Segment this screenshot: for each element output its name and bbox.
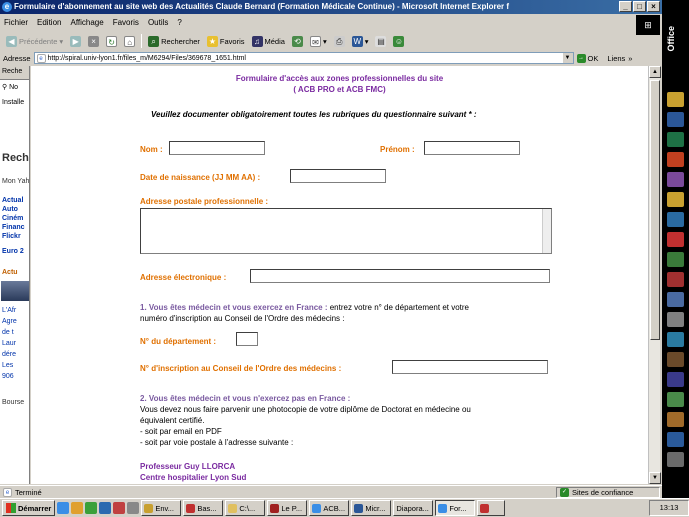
office-app-icon[interactable] bbox=[667, 312, 684, 327]
departement-input[interactable] bbox=[236, 332, 258, 346]
page-icon: e bbox=[37, 54, 46, 63]
taskbar-item[interactable]: Bas... bbox=[183, 500, 223, 516]
news-item[interactable]: 906 bbox=[2, 373, 14, 380]
quicklaunch-icon[interactable] bbox=[127, 502, 139, 514]
office-app-icon[interactable] bbox=[667, 292, 684, 307]
email-input[interactable] bbox=[250, 269, 550, 283]
taskbar-item[interactable]: C:\... bbox=[225, 500, 265, 516]
section2-line1: Vous devez nous faire parvenir une photocopie de votre diplôme de Doctorat en médecine ou bbox=[140, 405, 471, 414]
link-actualites[interactable]: Actual bbox=[2, 197, 24, 204]
menu-outils[interactable]: Outils bbox=[147, 17, 169, 27]
office-app-icon[interactable] bbox=[667, 392, 684, 407]
task-icon bbox=[186, 504, 195, 513]
quicklaunch-icon[interactable] bbox=[85, 502, 97, 514]
prenom-label: Prénom : bbox=[380, 145, 415, 154]
forward-button[interactable] bbox=[68, 35, 83, 48]
search-pane-header: Reche bbox=[0, 66, 29, 80]
quicklaunch-icon[interactable] bbox=[99, 502, 111, 514]
search-heading: Rech bbox=[2, 152, 29, 164]
back-arrow-icon: ◀ bbox=[6, 36, 17, 47]
quicklaunch-icon[interactable] bbox=[71, 502, 83, 514]
menu-help[interactable]: ? bbox=[177, 17, 182, 27]
actu-heading: Actu bbox=[2, 269, 18, 276]
scroll-down-icon[interactable]: ▼ bbox=[649, 472, 661, 484]
departement-label: N° du département : bbox=[140, 337, 217, 346]
taskbar-item[interactable]: Env... bbox=[141, 500, 181, 516]
taskbar bbox=[0, 498, 689, 517]
task-icon bbox=[354, 504, 363, 513]
link-flickr[interactable]: Flickr bbox=[2, 233, 21, 240]
task-icon bbox=[228, 504, 237, 513]
task-icon bbox=[438, 504, 447, 513]
mail-button[interactable]: ✉ ▾ bbox=[308, 35, 329, 48]
news-item[interactable]: Agre bbox=[2, 318, 17, 325]
form-intro: Veuillez documenter obligatoirement toutes les rubriques du questionnaire suivant * : bbox=[151, 110, 477, 119]
taskbar-item[interactable]: Diapora... bbox=[393, 500, 433, 516]
search-icon: ⌕ bbox=[148, 36, 159, 47]
section2-line2: équivalent certifié. bbox=[140, 416, 205, 425]
media-icon: ♫ bbox=[252, 36, 263, 47]
edit-button[interactable]: W ▾ bbox=[353, 36, 369, 46]
back-button[interactable]: ◀ Précédente ▾ bbox=[4, 35, 65, 48]
windows-logo-icon: ⊞ bbox=[636, 15, 660, 35]
menu-edition[interactable]: Edition bbox=[37, 17, 62, 27]
taskbar-item[interactable]: ACB... bbox=[309, 500, 349, 516]
system-tray-clock[interactable]: 13:13 bbox=[649, 500, 689, 516]
separator bbox=[141, 34, 142, 48]
office-app-icon[interactable] bbox=[667, 92, 684, 107]
search-button[interactable]: ⌕ Rechercher bbox=[146, 35, 202, 48]
minimize-button[interactable]: _ bbox=[619, 1, 632, 12]
install-link[interactable]: Installe bbox=[2, 99, 25, 106]
address-input[interactable]: e http://spiral.univ-lyon1.fr/files_m/M6294/Files/369678_1651.html ▼ bbox=[34, 52, 574, 64]
status-bar bbox=[0, 485, 662, 498]
link-cinema[interactable]: Ciném bbox=[2, 215, 24, 222]
news-item[interactable]: dére bbox=[2, 351, 17, 358]
media-button[interactable]: ♫ Média bbox=[250, 35, 287, 48]
windows-flag-icon bbox=[6, 503, 16, 513]
title-bar bbox=[0, 0, 662, 14]
discuss-icon: ▤ bbox=[377, 36, 385, 46]
section1-title: 1. Vous êtes médecin et vous exercez en France : bbox=[140, 303, 328, 312]
office-shortcut-bar bbox=[662, 0, 689, 498]
office-app-icon[interactable] bbox=[667, 252, 684, 267]
scroll-up-icon[interactable]: ▲ bbox=[649, 66, 661, 78]
address-label: Adresse bbox=[3, 53, 31, 63]
discuss-button[interactable] bbox=[373, 35, 388, 48]
office-app-icon[interactable] bbox=[667, 352, 684, 367]
go-arrow-icon: → bbox=[578, 54, 585, 61]
news-item[interactable]: Laur bbox=[2, 340, 17, 347]
section2-line3: - soit par email en PDF bbox=[140, 427, 222, 436]
print-button[interactable] bbox=[332, 35, 347, 48]
word-icon: W bbox=[353, 36, 361, 46]
refresh-icon: ↻ bbox=[106, 36, 117, 47]
office-app-icon[interactable] bbox=[667, 232, 684, 247]
section1-text2: numéro d'inscription au Conseil de l'Ordre des médecins : bbox=[140, 314, 345, 323]
task-icon bbox=[270, 504, 279, 513]
dob-input[interactable] bbox=[290, 169, 386, 183]
textarea-scrollbar[interactable] bbox=[542, 209, 551, 253]
refresh-button[interactable] bbox=[104, 35, 119, 48]
close-button[interactable]: × bbox=[647, 1, 660, 12]
stop-icon: × bbox=[88, 36, 99, 47]
menu-favoris[interactable]: Favoris bbox=[112, 17, 139, 27]
section2-title: 2. Vous êtes médecin et vous n'exercez pas en France : bbox=[140, 394, 351, 403]
task-icon bbox=[144, 504, 153, 513]
messenger-icon: ☺ bbox=[394, 36, 404, 46]
form-subtitle: ( ACB PRO et ACB FMC) bbox=[293, 85, 386, 94]
prenom-input[interactable] bbox=[424, 141, 520, 155]
printer-icon: ⎙ bbox=[334, 36, 345, 47]
forward-arrow-icon: ▶ bbox=[70, 36, 81, 47]
link-euro[interactable]: Euro 2 bbox=[2, 248, 24, 255]
office-app-icon[interactable] bbox=[667, 432, 684, 447]
status-text: Terminé bbox=[15, 487, 42, 497]
favorites-button[interactable]: ★ Favoris bbox=[208, 36, 245, 46]
inscription-input[interactable] bbox=[392, 360, 548, 374]
history-button[interactable] bbox=[290, 35, 305, 48]
office-app-icon[interactable] bbox=[667, 412, 684, 427]
start-button[interactable]: Démarrer bbox=[2, 500, 55, 516]
office-app-icon[interactable] bbox=[667, 152, 684, 167]
maximize-button[interactable]: □ bbox=[633, 1, 646, 12]
office-app-icon[interactable] bbox=[667, 372, 684, 387]
toolbar bbox=[0, 31, 632, 51]
nom-input[interactable] bbox=[169, 141, 265, 155]
news-photo bbox=[1, 281, 29, 301]
nom-label: Nom : bbox=[140, 145, 163, 154]
office-app-icon[interactable] bbox=[667, 212, 684, 227]
links-chevron-icon[interactable]: » bbox=[628, 53, 633, 63]
taskbar-item-active[interactable]: For... bbox=[435, 500, 475, 516]
scroll-thumb[interactable] bbox=[650, 80, 660, 340]
taskbar-item[interactable] bbox=[477, 500, 505, 516]
link-auto[interactable]: Auto bbox=[2, 206, 18, 213]
office-app-icon[interactable] bbox=[667, 132, 684, 147]
office-app-icon[interactable] bbox=[667, 112, 684, 127]
my-yahoo-link[interactable]: Mon Yah bbox=[2, 178, 30, 185]
postal-address-textarea[interactable] bbox=[140, 208, 552, 254]
page-done-icon: e bbox=[3, 488, 12, 497]
office-app-icon[interactable] bbox=[667, 272, 684, 287]
menu-fichier[interactable]: Fichier bbox=[4, 17, 29, 27]
stop-button[interactable] bbox=[86, 35, 101, 48]
page-content bbox=[31, 66, 648, 484]
go-button[interactable]: → OK bbox=[578, 53, 599, 63]
vertical-scrollbar[interactable] bbox=[648, 66, 660, 484]
section1-text: 1. Vous êtes médecin et vous exercez en France : entrez votre n° de département et votre bbox=[140, 303, 469, 312]
news-item[interactable]: de t bbox=[2, 329, 14, 336]
office-app-icon[interactable] bbox=[667, 452, 684, 467]
address-bar bbox=[0, 51, 662, 65]
home-icon: ⌂ bbox=[124, 36, 135, 47]
quicklaunch-icon[interactable] bbox=[113, 502, 125, 514]
taskbar-item[interactable]: Le P... bbox=[267, 500, 307, 516]
office-app-icon[interactable] bbox=[667, 172, 684, 187]
office-title: Office bbox=[666, 26, 676, 52]
star-icon: ★ bbox=[208, 36, 216, 46]
search-pane bbox=[0, 66, 30, 484]
section2-line4: - soit par voie postale à l'adresse suivante : bbox=[140, 438, 294, 447]
task-icon bbox=[480, 504, 489, 513]
task-icon bbox=[312, 504, 321, 513]
news-item[interactable]: Les bbox=[2, 362, 14, 369]
home-button[interactable] bbox=[122, 35, 137, 48]
mail-icon: ✉ bbox=[310, 36, 321, 47]
menu-bar bbox=[0, 15, 662, 29]
window-title: Formulaire d'abonnement au site web des Actualités Claude Bernard (Formation Médicale Continue) - Microsoft Internet Explorer f bbox=[14, 2, 510, 11]
form-title: Formulaire d'accès aux zones professionnelles du site bbox=[235, 74, 444, 83]
links-label[interactable]: Liens bbox=[607, 53, 626, 63]
history-icon: ⟲ bbox=[292, 36, 303, 47]
office-app-icon[interactable] bbox=[667, 192, 684, 207]
bourse-label: Bourse bbox=[2, 399, 25, 406]
dob-label: Date de naissance (JJ MM AA) : bbox=[140, 173, 261, 182]
taskbar-item[interactable]: Micr... bbox=[351, 500, 391, 516]
menu-affichage[interactable]: Affichage bbox=[70, 17, 104, 27]
ie-logo-icon: e bbox=[2, 2, 12, 12]
postal-hospital: Centre hospitalier Lyon Sud bbox=[140, 473, 247, 482]
office-app-icon[interactable] bbox=[667, 332, 684, 347]
postal-recipient: Professeur Guy LLORCA bbox=[140, 462, 236, 471]
quicklaunch-icon[interactable] bbox=[57, 502, 69, 514]
news-item[interactable]: L'Afr bbox=[2, 307, 17, 314]
email-label: Adresse électronique : bbox=[140, 273, 227, 282]
postal-address-label: Adresse postale professionnelle : bbox=[140, 197, 269, 206]
chevron-down-icon[interactable]: ▼ bbox=[563, 53, 573, 63]
trusted-check-icon: ✓ bbox=[561, 489, 568, 495]
security-zone: ✓ Sites de confiance bbox=[556, 487, 660, 498]
inscription-label: N° d'inscription au Conseil de l'Ordre des médecins : bbox=[140, 364, 342, 373]
search-pane-button[interactable]: ⚲ No bbox=[2, 84, 19, 91]
messenger-button[interactable] bbox=[391, 35, 406, 48]
link-finance[interactable]: Financ bbox=[2, 224, 25, 231]
